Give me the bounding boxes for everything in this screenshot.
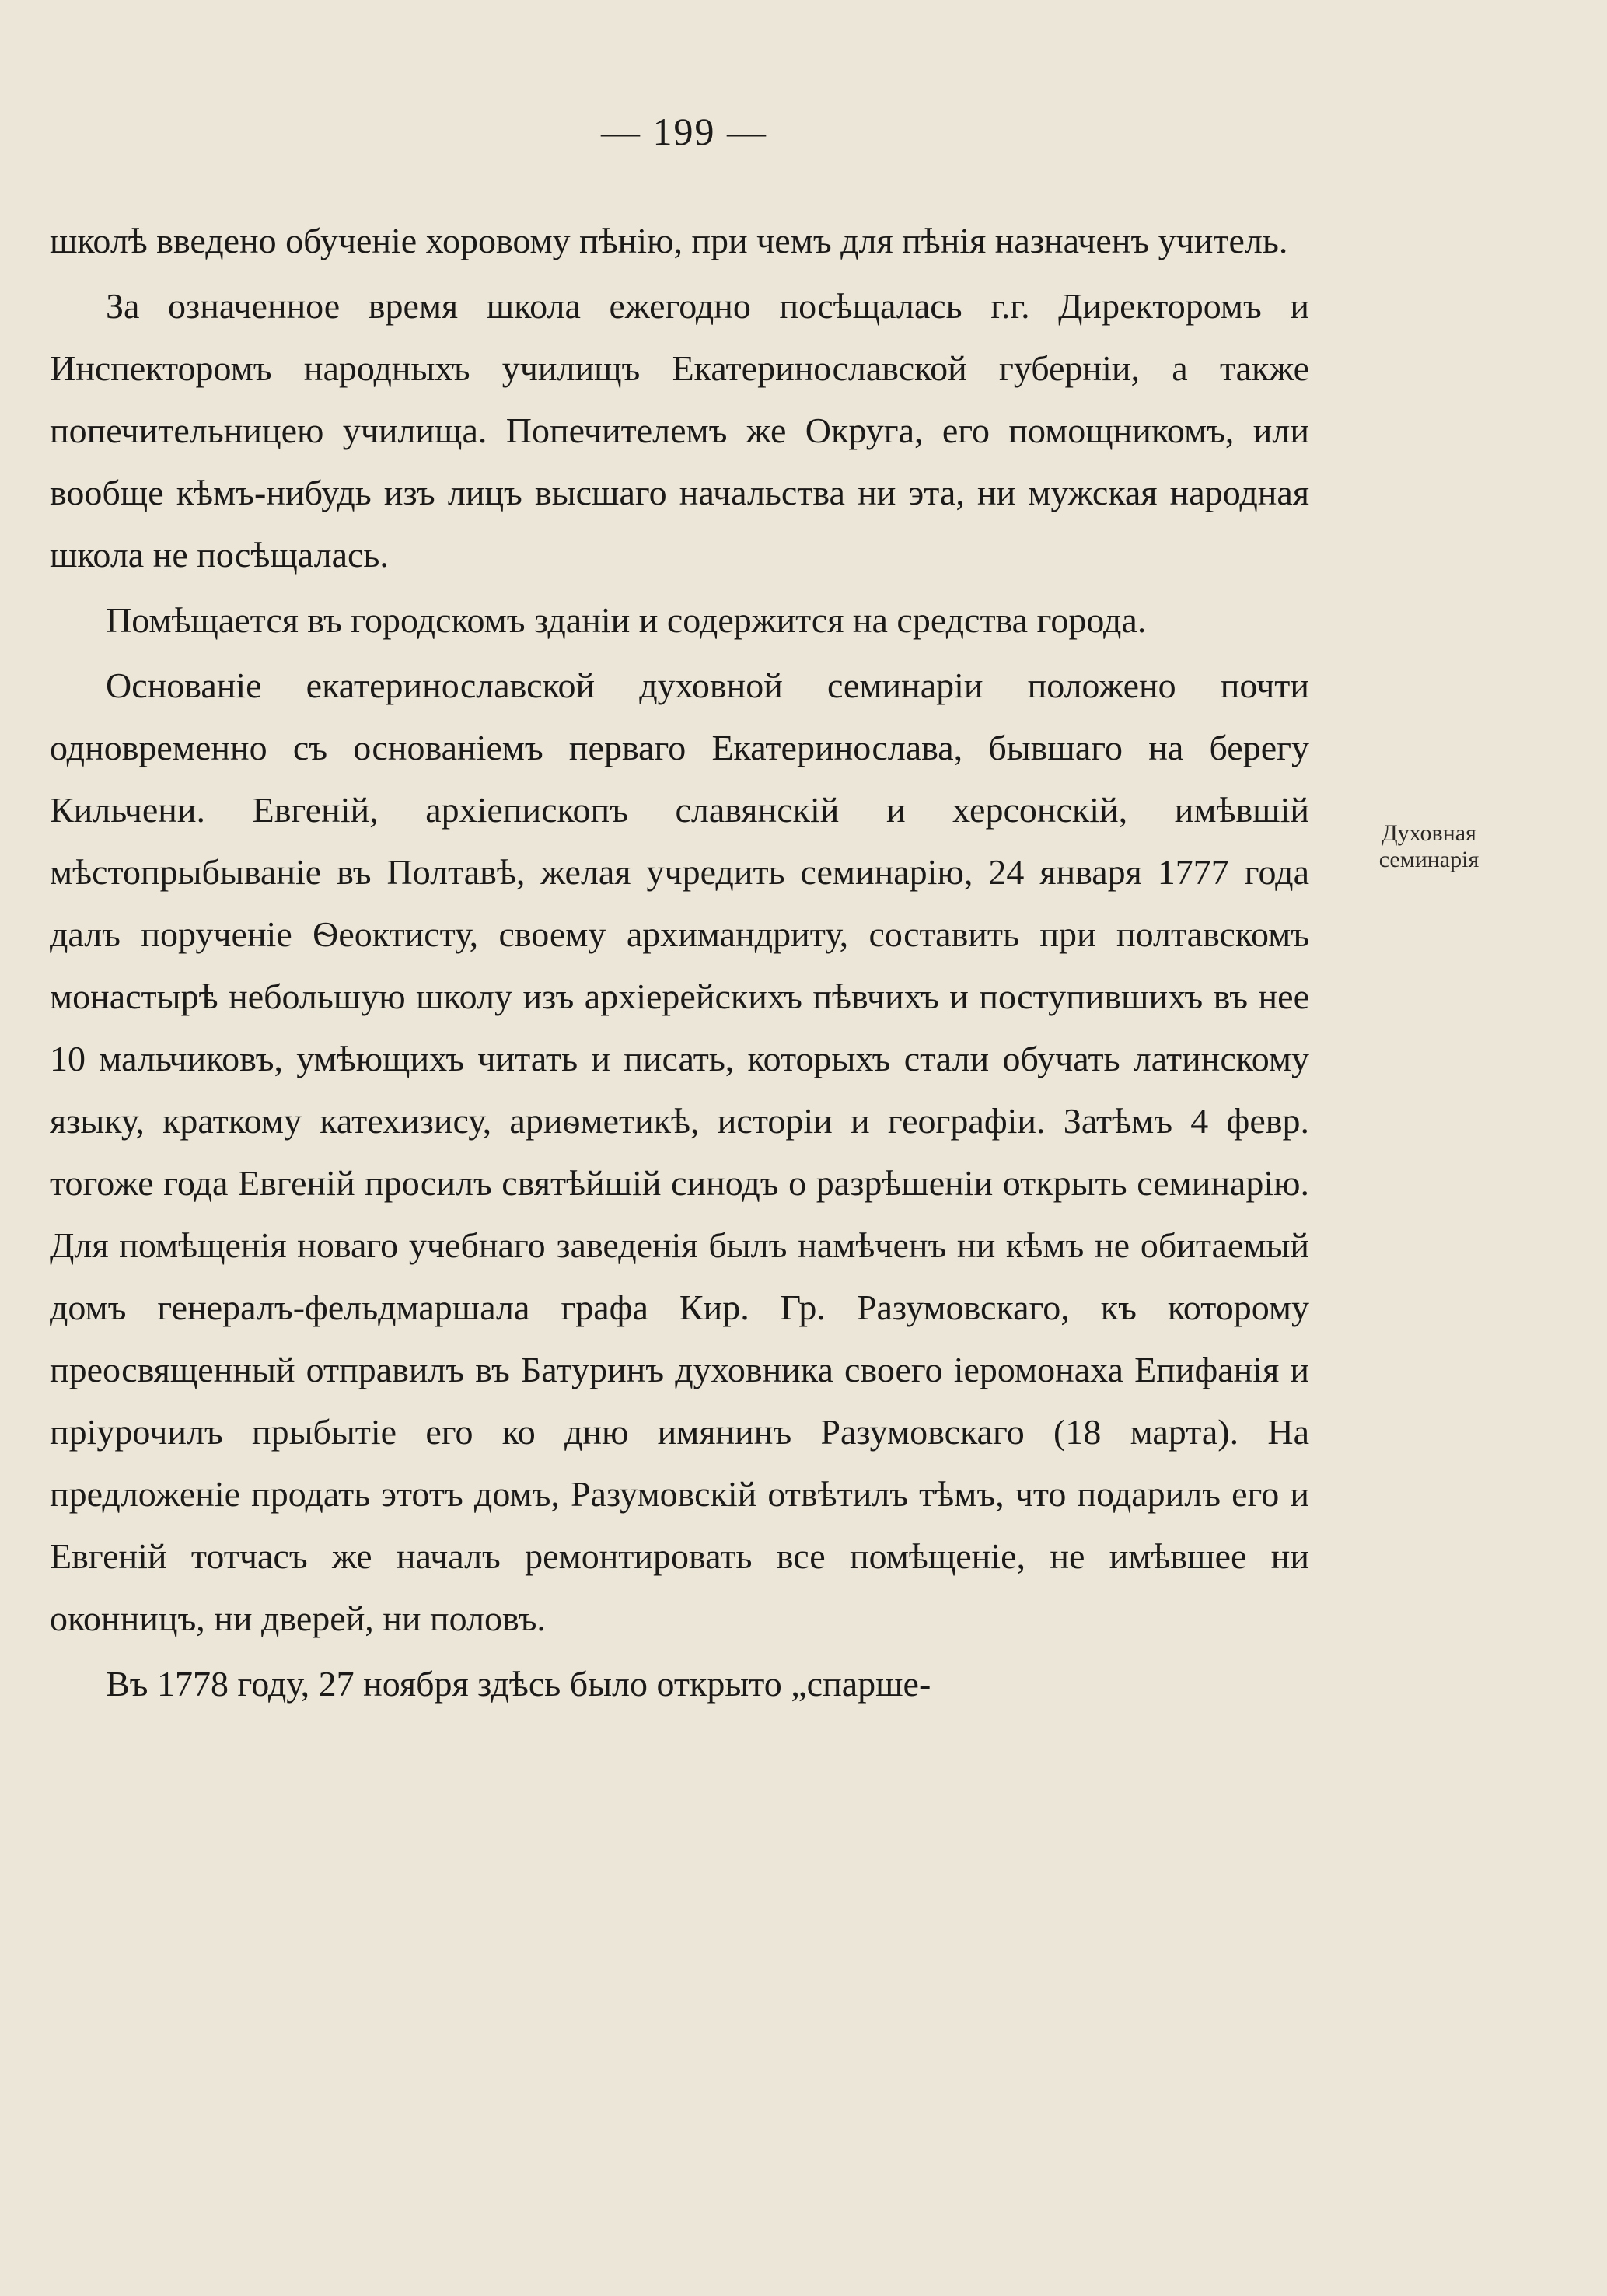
paragraph-5: Въ 1778 году, 27 ноября здѣсь было открыто „спарше-	[106, 1664, 931, 1704]
paragraph-1: школѣ введено обученіе хоровому пѣнію, при чемъ для пѣнія назначенъ учитель.	[50, 221, 1288, 260]
margin-note-line-2: семинарія	[1378, 847, 1479, 872]
body-text	[50, 210, 1309, 1718]
margin-note	[1336, 820, 1522, 873]
paragraph-4: Основаніе екатеринославской духовной семинаріи положено почти одновременно съ основаніемъ перваго Екатеринослава, бывшаго на берегу Кильчени. Евгеній, архіепископъ славянскій и херсонскій, имѣвшій мѣстопрыбываніе въ Полтавѣ, желая учредить семинарію, 24 января 1777 года далъ порученіе Ѳеоктисту, своему архимандриту, составить при полтавскомъ монастырѣ небольшую школу изъ архіерейскихъ пѣвчихъ и поступившихъ въ нее 10 мальчиковъ, умѣющихъ читать и писать, которыхъ стали обучать латинскому языку, краткому катехизису, ариѳметикѣ, исторіи и географіи. Затѣмъ 4 февр. тогоже года Евгеній просилъ святѣйшій синодъ о разрѣшеніи открыть семинарію. Для помѣщенія новаго учебнаго заведенія былъ намѣченъ ни кѣмъ не обитаемый домъ генералъ-фельдмаршала графа Кир. Гр. Разумовскаго, къ которому преосвященный отправилъ въ Батуринъ духовника своего іеромонаха Епифанія и пріурочилъ прыбытіе его ко дню имянинъ Разумовскаго (18 марта). На предложеніе продать этотъ домъ, Разумовскій отвѣтилъ тѣмъ, что подарилъ его и Евгеній тотчасъ же началъ ремонтировать все помѣщеніе, не имѣвшее ни оконницъ, ни дверей, ни половъ.	[50, 666, 1309, 1638]
paragraph-2: За означенное время школа ежегодно посѣщалась г.г. Директоромъ и Инспекторомъ народныхъ училищъ Екатеринославской губерніи, а также попечительницею училища. Попечителемъ же Округа, его помощникомъ, или вообще кѣмъ-нибудь изъ лицъ высшаго начальства ни эта, ни мужская народная школа не посѣщалась.	[50, 286, 1309, 575]
margin-note-line-1: Духовная	[1382, 820, 1476, 846]
paragraph-3: Помѣщается въ городскомъ зданіи и содержится на средства города.	[106, 600, 1147, 640]
page-number: — 199 —	[601, 110, 767, 153]
